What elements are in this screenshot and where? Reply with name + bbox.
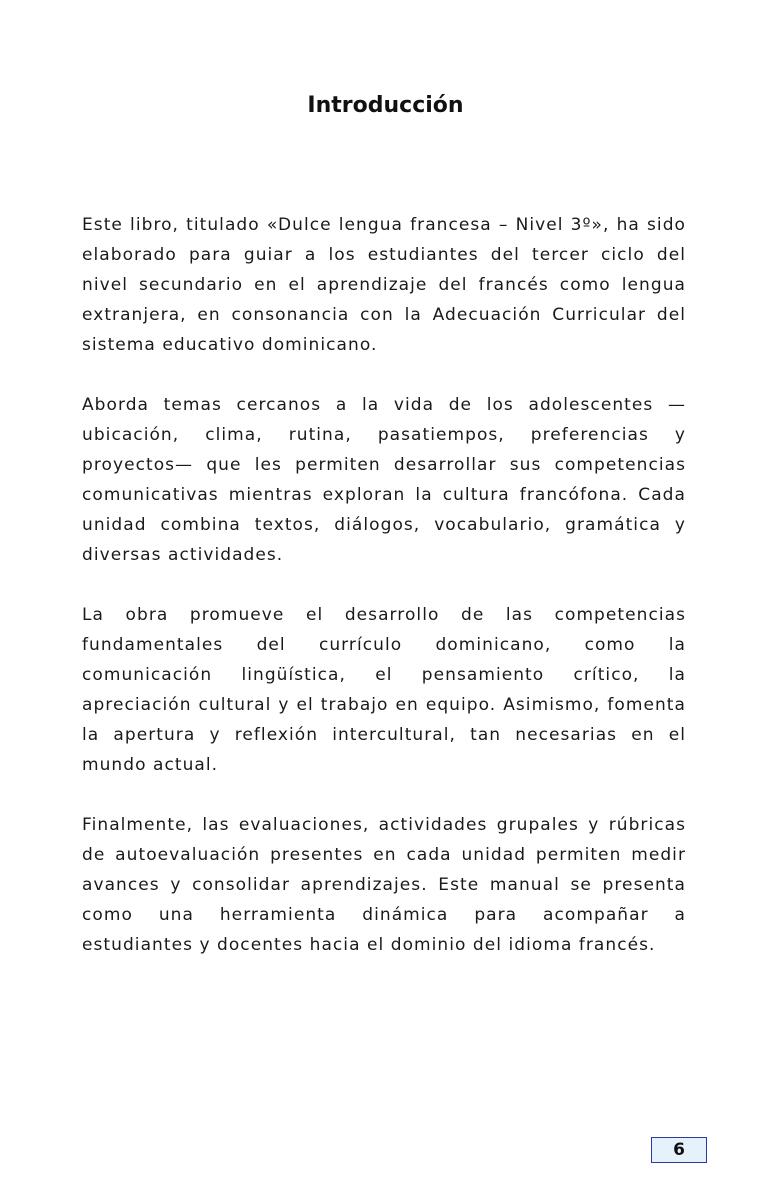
page-number: 6 [673,1140,685,1160]
paragraph-conclusion: Finalmente, las evaluaciones, actividades grupales y rúbricas de autoevaluación presentes en cada unidad permiten medir avances y consolidar aprendizajes. Este manual se presenta como una herramienta dinámica para acompañar a estudiantes y docentes hacia el dominio del idioma francés. [82,815,686,955]
page-number-box [651,1137,707,1163]
paragraph-themes: Aborda temas cercanos a la vida de los adolescentes —ubicación, clima, rutina, pasatiempos, preferencias y proyectos— que les permiten desarrollar sus competencias comunicativas mientras exploran la cultura francófona. Cada unidad combina textos, diálogos, vocabulario, gramática y diversas actividades. [82,395,686,565]
body-text [82,210,686,960]
page-title: Introducción [307,92,464,118]
paragraph-intro: Este libro, titulado «Dulce lengua francesa – Nivel 3º», ha sido elaborado para guiar a los estudiantes del tercer ciclo del nivel secundario en el aprendizaje del francés como lengua extranjera, en consonancia con la Adecuación Curricular del sistema educativo dominicano. [82,215,686,355]
paragraph-competencies: La obra promueve el desarrollo de las competencias fundamentales del currículo dominicano, como la comunicación lingüística, el pensamiento crítico, la apreciación cultural y el trabajo en equipo. Asimismo, fomenta la apertura y reflexión intercultural, tan necesarias en el mundo actual. [82,605,686,775]
